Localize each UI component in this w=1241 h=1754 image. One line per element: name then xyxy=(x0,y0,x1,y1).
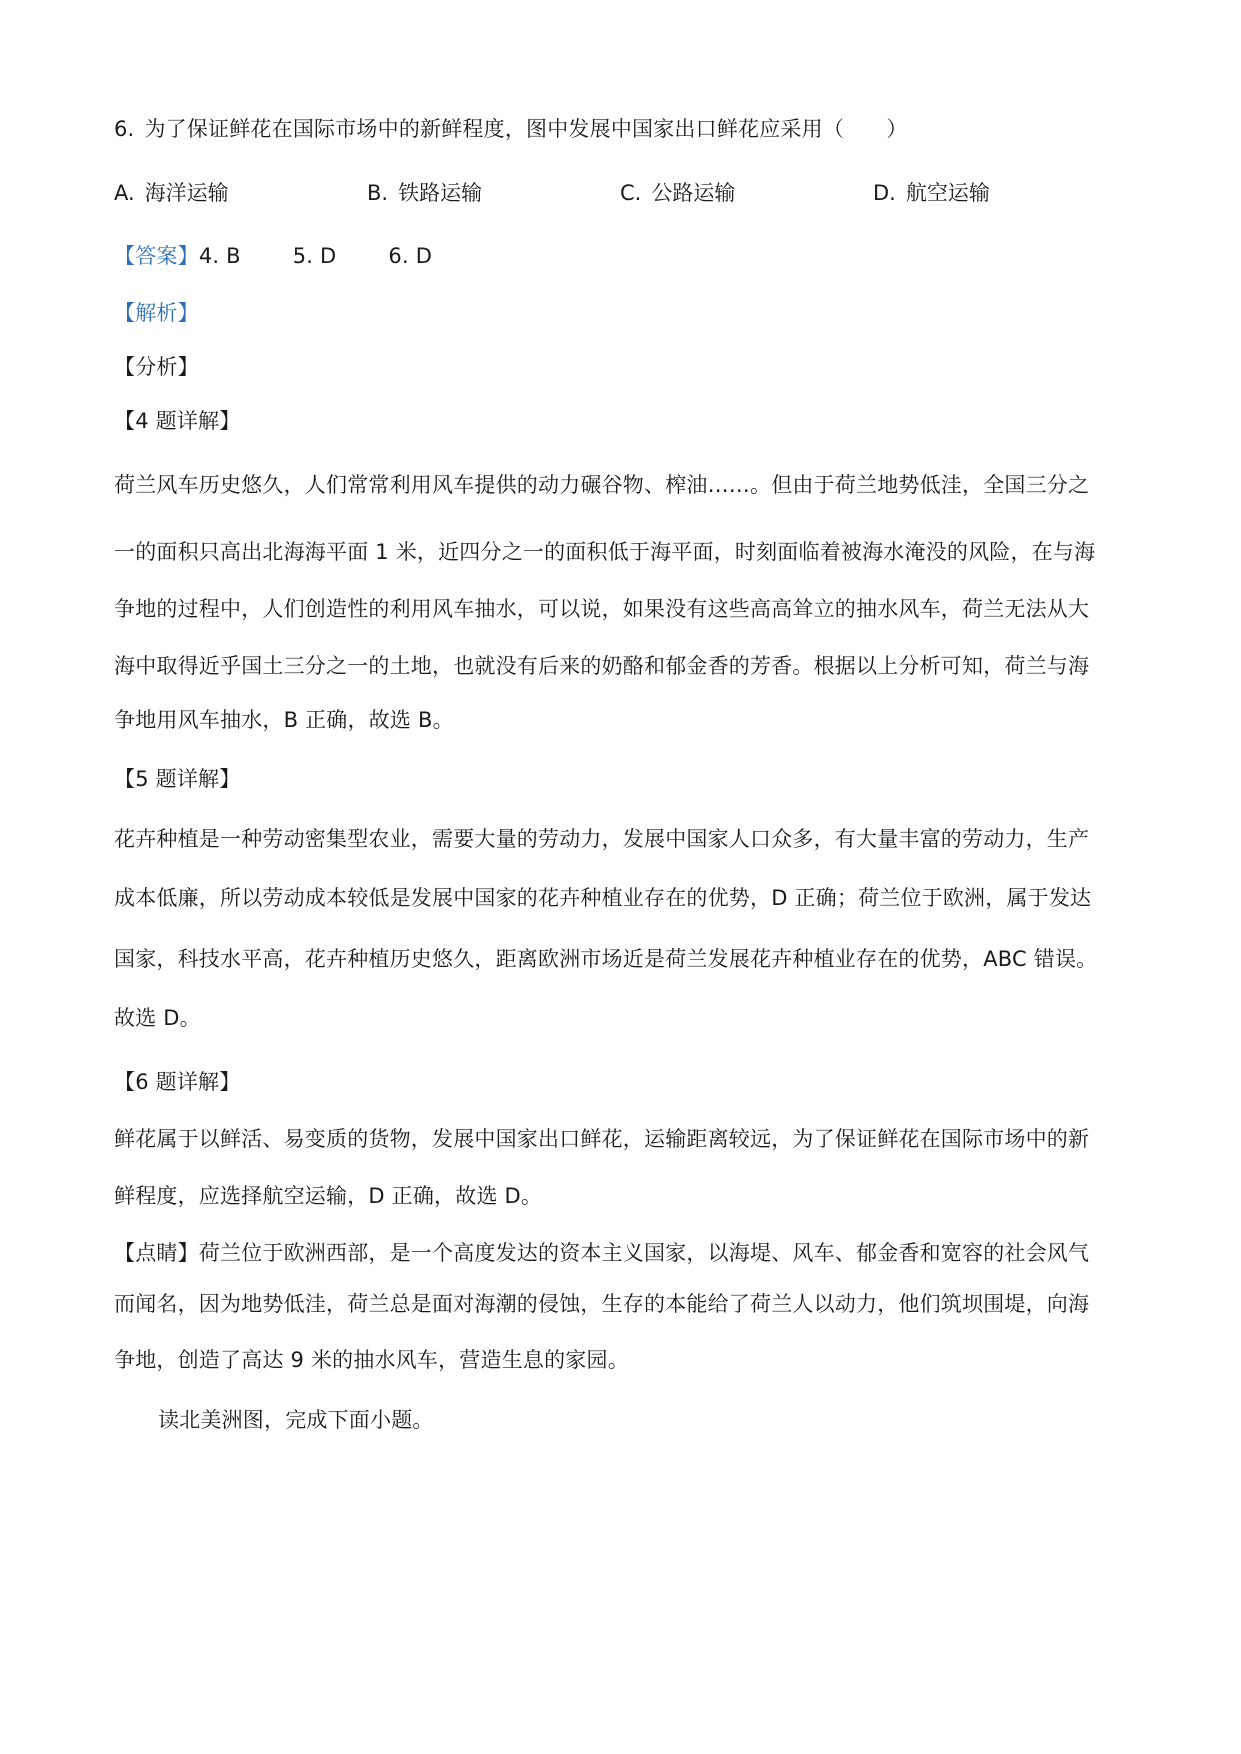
option-c xyxy=(620,178,735,208)
next-prompt: 读北美洲图，完成下面小题。 xyxy=(158,1408,434,1432)
option-b-letter: B. xyxy=(367,181,389,205)
detail-6-line: 鲜花属于以鲜活、易变质的货物，发展中国家出口鲜花，运输距离较远，为了保证鲜花在国际市场中的新 xyxy=(114,1127,1090,1151)
detail-5-line: 成本低廉，所以劳动成本较低是发展中国家的花卉种植业存在的优势，D 正确；荷兰位于欧洲，属于发达 xyxy=(114,886,1092,910)
option-c-text: 公路运输 xyxy=(651,181,736,205)
detail-4-line: 争地用风车抽水，B 正确，故选 B。 xyxy=(114,708,454,732)
detail-5-line: 花卉种植是一种劳动密集型农业，需要大量的劳动力，发展中国家人口众多，有大量丰富的劳动力，生产 xyxy=(114,827,1090,851)
question-text: 为了保证鲜花在国际市场中的新鲜程度，图中发展中国家出口鲜花应采用（ ） xyxy=(144,117,908,141)
detail-4-line: 荷兰风车历史悠久，人们常常利用风车提供的动力碾谷物、榨油……。但由于荷兰地势低洼，全国三分之 xyxy=(114,473,1090,497)
detail-5-line: 故选 D。 xyxy=(114,1006,201,1030)
detail-6-line: 鲜程度，应选择航空运输，D 正确，故选 D。 xyxy=(114,1184,543,1208)
dianjing-line: 争地，创造了高达 9 米的抽水风车，营造生息的家园。 xyxy=(114,1348,629,1372)
option-d-letter: D. xyxy=(873,181,896,205)
question-6 xyxy=(114,114,1124,144)
option-d xyxy=(873,178,990,208)
detail-5-heading: 【5 题详解】 xyxy=(114,767,241,791)
option-a-text: 海洋运输 xyxy=(144,181,229,205)
detail-6-heading: 【6 题详解】 xyxy=(114,1070,241,1094)
option-b-text: 铁路运输 xyxy=(398,181,483,205)
detail-5-line: 国家，科技水平高，花卉种植历史悠久，距离欧洲市场近是荷兰发展花卉种植业存在的优势，ABC 错误。 xyxy=(114,947,1098,971)
answer-tag: 【答案】 xyxy=(114,244,199,268)
answer-4: 4. B xyxy=(198,244,241,268)
detail-4-line: 一的面积只高出北海海平面 1 米，近四分之一的面积低于海平面，时刻面临着被海水淹没的风险，在与海 xyxy=(114,540,1096,564)
detail-4-line: 争地的过程中，人们创造性的利用风车抽水，可以说，如果没有这些高高耸立的抽水风车，荷兰无法从大 xyxy=(114,597,1090,621)
answer-line xyxy=(114,241,1124,271)
fenxi-tag: 【分析】 xyxy=(114,355,199,379)
question-number: 6. xyxy=(114,117,135,141)
question-6-options xyxy=(114,178,1124,210)
option-c-letter: C. xyxy=(620,181,642,205)
detail-4-line: 海中取得近乎国土三分之一的土地，也就没有后来的奶酪和郁金香的芳香。根据以上分析可知，荷兰与海 xyxy=(114,654,1090,678)
answer-5: 5. D xyxy=(292,244,337,268)
detail-4-heading: 【4 题详解】 xyxy=(114,409,241,433)
option-a xyxy=(114,178,229,208)
option-d-text: 航空运输 xyxy=(905,181,990,205)
dianjing-line: 而闻名，因为地势低洼，荷兰总是面对海潮的侵蚀，生存的本能给了荷兰人以动力，他们筑坝围堤，向海 xyxy=(114,1292,1090,1316)
option-b xyxy=(367,178,482,208)
answer-6: 6. D xyxy=(388,244,433,268)
dianjing-line: 【点睛】荷兰位于欧洲西部，是一个高度发达的资本主义国家，以海堤、风车、郁金香和宽容的社会风气 xyxy=(114,1241,1090,1265)
option-a-letter: A. xyxy=(114,181,135,205)
analysis-tag: 【解析】 xyxy=(114,301,199,325)
